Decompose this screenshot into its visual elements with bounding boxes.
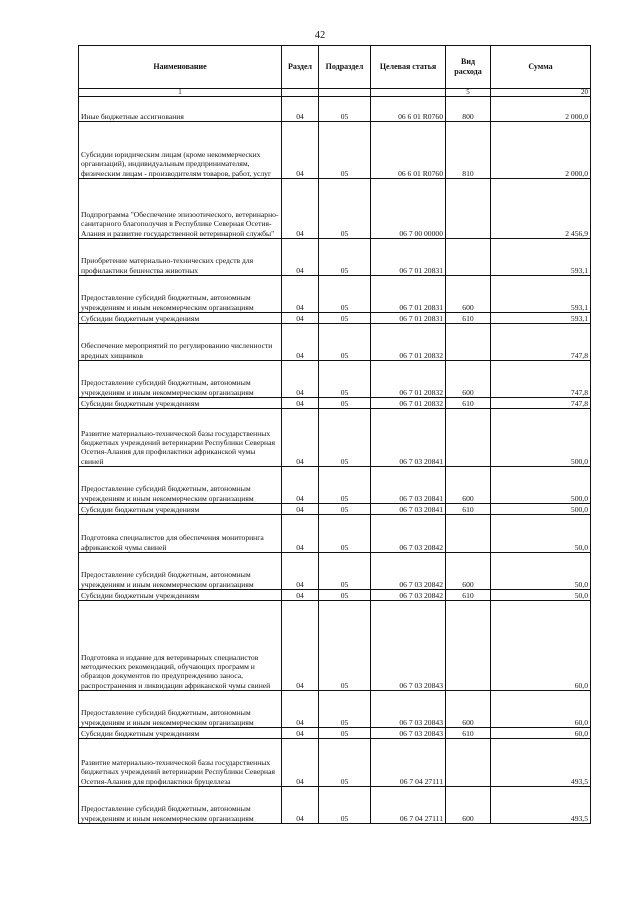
row-target-article: 06 7 03 20841 [371,409,446,467]
row-subsection: 05 [319,409,371,467]
row-name: Субсидии бюджетным учреждениям [79,728,282,739]
row-sum: 2 456,9 [491,179,591,239]
row-name: Субсидии бюджетным учреждениям [79,313,282,324]
header-target-article: Целевая статья [371,46,446,89]
row-subsection: 05 [319,515,371,553]
row-subsection: 05 [319,398,371,409]
row-section: 04 [282,122,319,179]
header-subsection: Подраздел [319,46,371,89]
row-target-article: 06 7 03 20842 [371,515,446,553]
table-row [79,553,591,590]
header-section: Раздел [282,46,319,89]
row-subsection: 05 [319,467,371,504]
row-target-article: 06 6 01 R0760 [371,122,446,179]
table-row [79,179,591,239]
table-row [79,504,591,515]
row-name: Иные бюджетные ассигнования [79,97,282,122]
row-expense-type: 610 [446,313,491,324]
page-number: 42 [314,30,326,41]
row-subsection: 05 [319,553,371,590]
row-target-article: 06 7 03 20842 [371,553,446,590]
row-target-article: 06 7 01 20831 [371,313,446,324]
table-row [79,728,591,739]
row-section: 04 [282,179,319,239]
row-name: Предоставление субсидий бюджетным, автономным учреждениям и иным некоммерческим организациям [79,276,282,313]
row-name: Подготовка специалистов для обеспечения мониторинга африканской чумы свиней [79,515,282,553]
row-subsection: 05 [319,122,371,179]
row-expense-type: 600 [446,467,491,504]
row-section: 04 [282,361,319,398]
row-target-article: 06 7 01 20831 [371,239,446,276]
row-section: 04 [282,324,319,361]
column-number: 5 [446,89,491,97]
row-subsection: 05 [319,691,371,728]
row-name: Предоставление субсидий бюджетным, автономным учреждениям и иным некоммерческим организациям [79,467,282,504]
column-number-row [79,89,591,97]
row-target-article: 06 7 01 20832 [371,361,446,398]
table-row [79,239,591,276]
row-sum: 500,0 [491,467,591,504]
table-row [79,467,591,504]
row-section: 04 [282,728,319,739]
row-section: 04 [282,467,319,504]
row-target-article: 06 7 04 27111 [371,739,446,787]
row-name: Субсидии юридическим лицам (кроме некоммерческих организаций), индивидуальным предпринимателям, физическим лицам - производителям товаров, работ, услуг [79,122,282,179]
row-name: Развитие материально-технической базы государственных бюджетных учреждений ветеринарии Республики Северная Осетия-Алания для профилактики африканской чумы свиней [79,409,282,467]
row-target-article: 06 7 01 20832 [371,324,446,361]
row-expense-type [446,179,491,239]
row-name: Субсидии бюджетным учреждениям [79,398,282,409]
table-row [79,691,591,728]
row-expense-type [446,409,491,467]
row-expense-type: 600 [446,276,491,313]
row-target-article: 06 7 03 20843 [371,728,446,739]
row-name: Подпрограмма "Обеспечение эпизоотического, ветеринарно-санитарного благополучия в Республике Северная Осетия-Алания и развитие государственной ветеринарной службы" [79,179,282,239]
row-section: 04 [282,590,319,601]
row-subsection: 05 [319,787,371,824]
row-expense-type: 800 [446,97,491,122]
row-sum: 747,8 [491,324,591,361]
row-section: 04 [282,515,319,553]
table-row [79,313,591,324]
row-name: Предоставление субсидий бюджетным, автономным учреждениям и иным некоммерческим организациям [79,787,282,824]
row-section: 04 [282,601,319,691]
row-section: 04 [282,239,319,276]
row-expense-type [446,515,491,553]
column-number [319,89,371,97]
row-sum: 2 000,0 [491,97,591,122]
table-row [79,324,591,361]
row-subsection: 05 [319,361,371,398]
row-expense-type: 600 [446,361,491,398]
row-subsection: 05 [319,728,371,739]
header-name: Наименование [79,46,282,89]
row-subsection: 05 [319,504,371,515]
budget-table [78,45,591,824]
row-target-article: 06 7 04 27111 [371,787,446,824]
row-expense-type: 600 [446,787,491,824]
row-name: Субсидии бюджетным учреждениям [79,504,282,515]
row-sum: 50,0 [491,553,591,590]
column-number [282,89,319,97]
row-name: Обеспечение мероприятий по регулированию численности вредных хищников [79,324,282,361]
row-subsection: 05 [319,239,371,276]
row-expense-type [446,601,491,691]
row-name: Подготовка и издание для ветеринарных специалистов методических рекомендаций, обучающих программ и образцов документов по предупреждению заноса, распространения и ликвидации африканской чумы свиней [79,601,282,691]
row-section: 04 [282,691,319,728]
row-target-article: 06 7 03 20842 [371,590,446,601]
row-sum: 60,0 [491,601,591,691]
table-row [79,97,591,122]
row-section: 04 [282,504,319,515]
row-sum: 593,1 [491,276,591,313]
row-expense-type: 610 [446,504,491,515]
row-sum: 60,0 [491,728,591,739]
row-target-article: 06 7 03 20841 [371,467,446,504]
row-sum: 493,5 [491,787,591,824]
row-name: Развитие материально-технической базы государственных бюджетных учреждений ветеринарии Республики Северная Осетия-Алания для профилактики бруцеллеза [79,739,282,787]
row-expense-type: 610 [446,728,491,739]
table-row [79,515,591,553]
row-sum: 2 000,0 [491,122,591,179]
table-row [79,398,591,409]
table-row [79,739,591,787]
row-target-article: 06 7 03 20843 [371,691,446,728]
row-expense-type: 810 [446,122,491,179]
row-subsection: 05 [319,601,371,691]
row-target-article: 06 7 01 20831 [371,276,446,313]
row-section: 04 [282,409,319,467]
row-subsection: 05 [319,276,371,313]
row-target-article: 06 7 03 20841 [371,504,446,515]
table-row [79,409,591,467]
table-row [79,787,591,824]
row-expense-type [446,239,491,276]
row-sum: 50,0 [491,590,591,601]
row-name: Приобретение материально-технических средств для профилактики бешенства животных [79,239,282,276]
row-name: Предоставление субсидий бюджетным, автономным учреждениям и иным некоммерческим организациям [79,691,282,728]
header-expense-type: Вид расхода [446,46,491,89]
row-section: 04 [282,553,319,590]
row-sum: 50,0 [491,515,591,553]
header-sum: Сумма [491,46,591,89]
column-number: 20 [491,89,591,97]
row-subsection: 05 [319,324,371,361]
row-subsection: 05 [319,590,371,601]
row-expense-type: 610 [446,398,491,409]
row-expense-type [446,739,491,787]
row-section: 04 [282,787,319,824]
row-expense-type [446,324,491,361]
row-section: 04 [282,739,319,787]
row-subsection: 05 [319,313,371,324]
table-row [79,590,591,601]
row-subsection: 05 [319,97,371,122]
row-sum: 500,0 [491,504,591,515]
row-name: Субсидии бюджетным учреждениям [79,590,282,601]
row-sum: 493,5 [491,739,591,787]
row-sum: 747,8 [491,398,591,409]
column-number: 1 [79,89,282,97]
row-sum: 60,0 [491,691,591,728]
row-target-article: 06 7 00 00000 [371,179,446,239]
row-subsection: 05 [319,179,371,239]
row-section: 04 [282,276,319,313]
row-name: Предоставление субсидий бюджетным, автономным учреждениям и иным некоммерческим организациям [79,553,282,590]
row-section: 04 [282,398,319,409]
table-row [79,361,591,398]
row-expense-type: 600 [446,553,491,590]
row-sum: 593,1 [491,239,591,276]
table-row [79,122,591,179]
row-sum: 593,1 [491,313,591,324]
row-target-article: 06 6 01 R0760 [371,97,446,122]
row-expense-type: 600 [446,691,491,728]
row-target-article: 06 7 01 20832 [371,398,446,409]
table-row [79,601,591,691]
row-target-article: 06 7 03 20843 [371,601,446,691]
table-header-row [79,46,591,89]
row-sum: 500,0 [491,409,591,467]
row-section: 04 [282,313,319,324]
row-expense-type: 610 [446,590,491,601]
column-number [371,89,446,97]
row-subsection: 05 [319,739,371,787]
row-section: 04 [282,97,319,122]
table-row [79,276,591,313]
row-name: Предоставление субсидий бюджетным, автономным учреждениям и иным некоммерческим организациям [79,361,282,398]
row-sum: 747,8 [491,361,591,398]
